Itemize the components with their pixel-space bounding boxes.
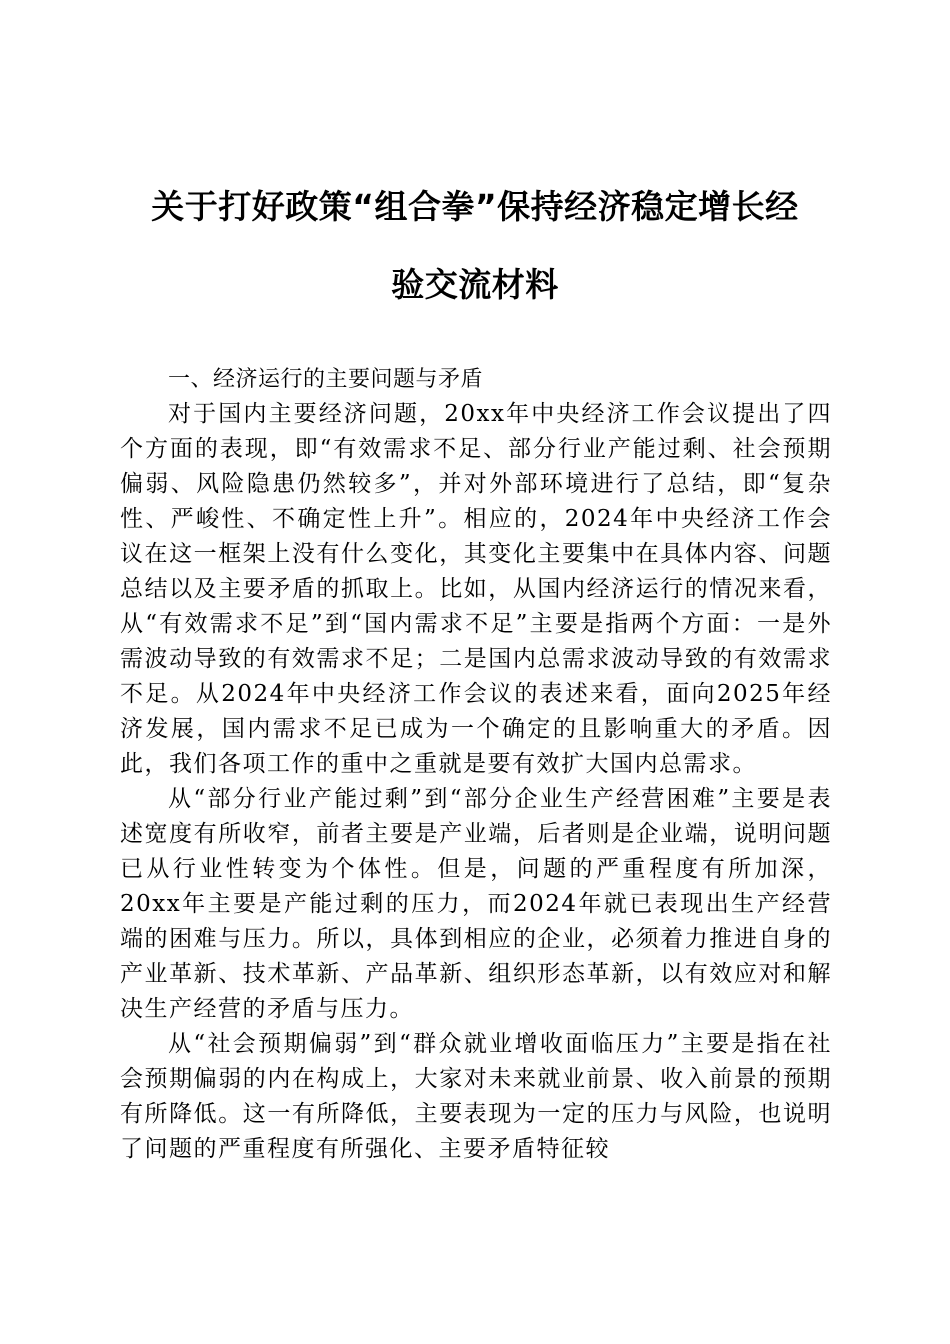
title-line-1: 关于打好政策“组合拳”保持经济稳定增长经	[151, 187, 799, 226]
paragraph-1: 对于国内主要经济问题，20xx年中央经济工作会议提出了四个方面的表现，即“有效需求不足、部分行业产能过剩、社会预期偏弱、风险隐患仍然较多”，并对外部环境进行了总结，即“复杂性、严峻性、不确定性上升”。相应的，2024年中央经济工作会议在这一框架上没有什么变化，其变化主要集中在具体内容、问题总结以及主要矛盾的抓取上。比如，从国内经济运行的情况来看，从“有效需求不足”到“国内需求不足”主要是指两个方面：一是外需波动导致的有效需求不足；二是国内总需求波动导致的有效需求不足。从2024年中央经济工作会议的表述来看，面向2025年经济发展，国内需求不足已成为一个确定的且影响重大的矛盾。因此，我们各项工作的重中之重就是要有效扩大国内总需求。	[120, 401, 832, 777]
paragraph-2: 从“部分行业产能过剩”到“部分企业生产经营困难”主要是表述宽度有所收窄，前者主要是产业端，后者则是企业端，说明问题已从行业性转变为个体性。但是，问题的严重程度有所加深，20xx年主要是产能过剩的压力，而2024年就已表现出生产经营端的困难与压力。所以，具体到相应的企业，必须着力推进自身的产业革新、技术革新、产品革新、组织形态革新，以有效应对和解决生产经营的矛盾与压力。	[120, 786, 832, 1022]
title-line-2: 验交流材料	[391, 265, 559, 304]
document-title	[110, 168, 840, 324]
section-heading: 一、经济运行的主要问题与矛盾	[168, 367, 484, 392]
paragraph-3: 从“社会预期偏弱”到“群众就业增收面临压力”主要是指在社会预期偏弱的内在构成上，大家对未来就业前景、收入前景的预期有所降低。这一有所降低，主要表现为一定的压力与风险，也说明了问题的严重程度有所强化、主要矛盾特征较	[120, 1031, 832, 1162]
document-body	[120, 362, 832, 1167]
